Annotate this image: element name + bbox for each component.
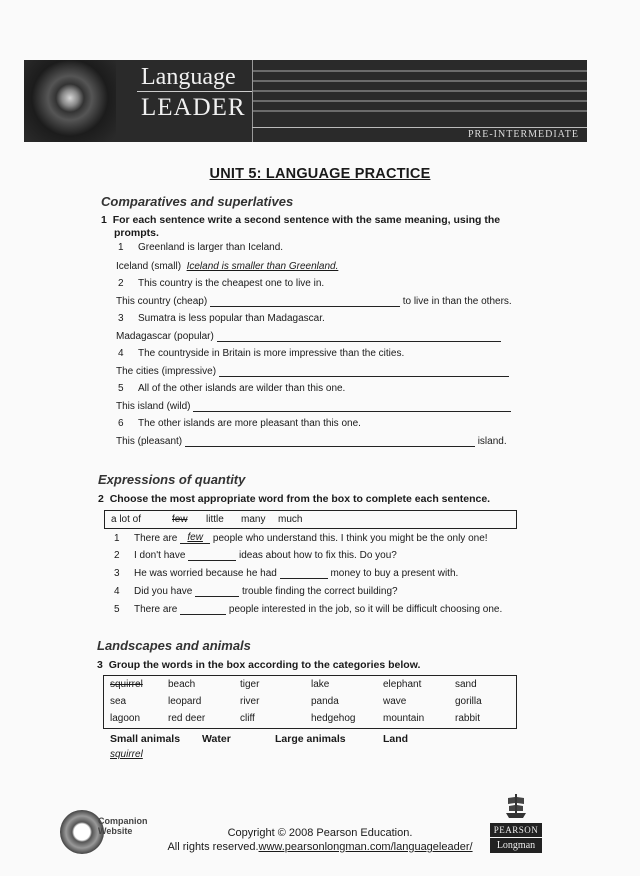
- section-title-comparatives: Comparatives and superlatives: [101, 194, 294, 209]
- answer-blank[interactable]: [193, 411, 511, 412]
- box-word: tiger: [240, 679, 260, 690]
- word-box: [104, 510, 517, 529]
- copyright-text: Copyright © 2008 Pearson Education.: [227, 827, 413, 839]
- instruction-2: [98, 493, 490, 505]
- answer-line: Iceland (small) Iceland is smaller than Greenland.: [116, 261, 339, 272]
- brand-line1: Language: [141, 64, 236, 90]
- answer-line: This island (wild): [116, 401, 511, 412]
- box-word: lagoon: [110, 713, 141, 724]
- header-banner: [24, 60, 587, 142]
- answer-blank[interactable]: [180, 614, 226, 615]
- list-item: 5 There are people interested in the job, so it will be difficult choosing one.: [114, 604, 503, 615]
- list-item: 4 The countryside in Britain is more impressive than the cities.: [118, 348, 405, 359]
- example-answer: squirrel: [110, 749, 143, 760]
- list-item: 4 Did you have trouble finding the correct building?: [114, 586, 398, 597]
- box-word: many: [241, 514, 266, 525]
- section-title-landscapes: Landscapes and animals: [97, 638, 251, 653]
- footer-copyright: [120, 826, 520, 854]
- answer-text: few: [180, 532, 210, 544]
- answer-line: This country (cheap) to live in than the others.: [116, 296, 512, 307]
- list-item: 3 Sumatra is less popular than Madagascar.: [118, 313, 325, 324]
- instruction-text: For each sentence write a second sentence with the same meaning, using the: [112, 214, 501, 226]
- instruction-3: [97, 659, 420, 671]
- list-item: 6 The other islands are more pleasant than this one.: [118, 418, 361, 429]
- answer-blank[interactable]: [280, 578, 328, 579]
- box-word: elephant: [383, 679, 422, 690]
- box-word: hedgehog: [311, 713, 356, 724]
- word-box: [103, 675, 517, 729]
- box-word: river: [240, 696, 260, 707]
- box-word: red deer: [168, 713, 206, 724]
- ship-icon: [504, 793, 528, 819]
- box-word: lake: [311, 679, 330, 690]
- box-word: gorilla: [455, 696, 482, 707]
- box-word: leopard: [168, 696, 202, 707]
- category-large-animals: Large animals: [275, 733, 346, 745]
- box-word: beach: [168, 679, 196, 690]
- brand-line2: LEADER: [141, 94, 246, 121]
- instruction-number: 2: [98, 493, 104, 505]
- instruction-text: Group the words in the box according to the categories below.: [108, 659, 421, 671]
- brand-logo: [137, 60, 253, 142]
- website-link[interactable]: www.pearsonlongman.com/languageleader/: [258, 841, 473, 853]
- box-word: wave: [383, 696, 407, 707]
- pearson-longman-logo: [490, 793, 542, 857]
- list-item: 2 This country is the cheapest one to live in.: [118, 278, 325, 289]
- box-word: mountain: [383, 713, 425, 724]
- box-word: cliff: [240, 713, 255, 724]
- box-word: squirrel: [110, 679, 143, 690]
- eye-logo-icon: [24, 60, 116, 142]
- level-label: PRE-INTERMEDIATE: [468, 129, 579, 140]
- box-word: rabbit: [455, 713, 481, 724]
- list-item: 5 All of the other islands are wilder than this one.: [118, 383, 346, 394]
- box-word: few: [172, 514, 188, 525]
- category-small-animals: Small animals: [110, 733, 181, 745]
- list-item: 3 He was worried because he had money to buy a present with.: [114, 568, 459, 579]
- box-word: little: [206, 514, 224, 525]
- longman-label: Longman: [490, 838, 542, 853]
- companion-website-label: Companion Website: [98, 816, 148, 836]
- section-title-quantity: Expressions of quantity: [98, 472, 246, 487]
- box-word: much: [278, 514, 303, 525]
- instruction-1-cont: prompts.: [114, 227, 159, 239]
- unit-title: UNIT 5: LANGUAGE PRACTICE: [209, 166, 431, 182]
- answer-blank[interactable]: [195, 596, 239, 597]
- box-word: sea: [110, 696, 127, 707]
- answer-blank[interactable]: [188, 560, 236, 561]
- answer-blank[interactable]: [217, 341, 501, 342]
- instruction-number: 1: [101, 214, 107, 226]
- list-item: 2 I don't have ideas about how to fix this. Do you?: [114, 550, 397, 561]
- category-land: Land: [383, 733, 409, 745]
- answer-blank[interactable]: [219, 376, 509, 377]
- answer-text: Iceland is smaller than Greenland.: [186, 261, 339, 272]
- category-water: Water: [202, 733, 231, 745]
- instruction-number: 3: [97, 659, 103, 671]
- pearson-label: PEARSON: [490, 823, 542, 837]
- answer-line: Madagascar (popular): [116, 331, 501, 342]
- rights-text: All rights reserved.: [167, 841, 259, 853]
- answer-blank[interactable]: [210, 306, 400, 307]
- answer-line: This (pleasant) island.: [116, 436, 507, 447]
- list-item: 1 There are few people who understand this. I think you might be the only one!: [114, 532, 488, 544]
- answer-blank[interactable]: [185, 446, 475, 447]
- box-word: a lot of: [111, 514, 142, 525]
- answer-line: The cities (impressive): [116, 366, 509, 377]
- instruction-1: [101, 214, 500, 226]
- box-word: sand: [455, 679, 477, 690]
- box-word: panda: [311, 696, 339, 707]
- list-item: 1 Greenland is larger than Iceland.: [118, 242, 284, 253]
- instruction-text: Choose the most appropriate word from the box to complete each sentence.: [109, 493, 491, 505]
